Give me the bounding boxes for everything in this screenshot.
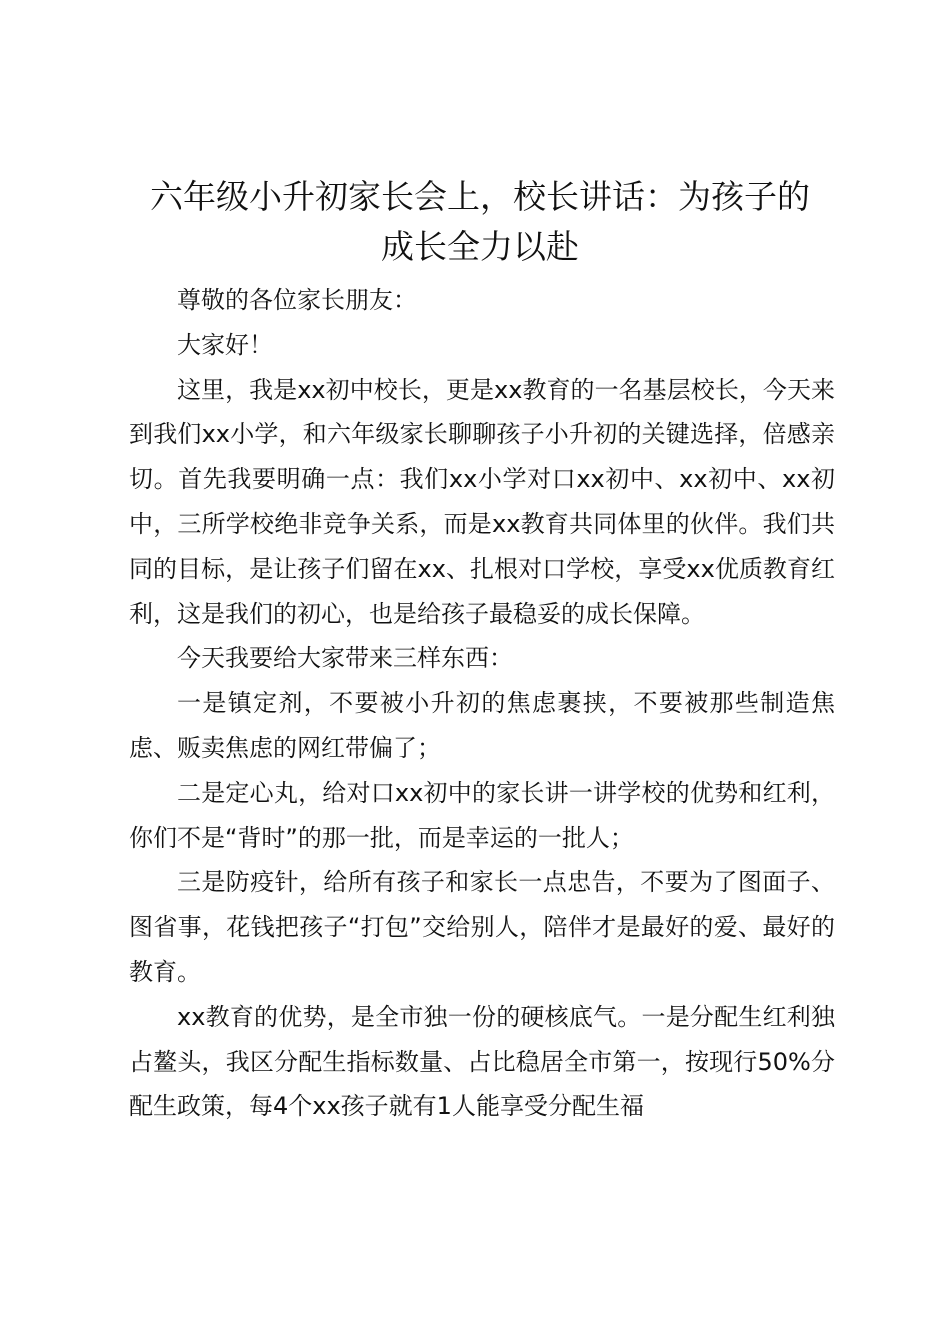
- first-point-paragraph: 一是镇定剂，不要被小升初的焦虑裹挟，不要被那些制造焦虑、贩卖焦虑的网红带偏了；: [129, 689, 835, 762]
- title-line-2: 成长全力以赴: [381, 227, 579, 266]
- document-body: [129, 278, 835, 1129]
- third-point-paragraph: 三是防疫针，给所有孩子和家长一点忠告，不要为了图面子、图省事，花钱把孩子“打包”交给别人，陪伴才是最好的爱、最好的教育。: [129, 868, 835, 986]
- document-title: [110, 172, 850, 272]
- title-line-1: 六年级小升初家长会上，校长讲话：为孩子的: [150, 177, 810, 216]
- salutation-paragraph: 尊敬的各位家长朋友：: [177, 286, 417, 314]
- three-things-paragraph: 今天我要给大家带来三样东西：: [177, 644, 513, 673]
- introduction-paragraph: 这里，我是xx初中校长，更是xx教育的一名基层校长，今天来到我们xx小学，和六年级家长聊聊孩子小升初的关键选择，倍感亲切。首先我要明确一点：我们xx小学对口xx初中、xx初中、xx初中，三所学校绝非竞争关系，而是xx教育共同体里的伙伴。我们共同的目标，是让孩子们留在xx、扎根对口学校，享受xx优质教育红利，这是我们的初心，也是给孩子最稳妥的成长保障。: [129, 375, 835, 628]
- advantages-paragraph: xx教育的优势，是全市独一份的硬核底气。一是分配生红利独占鳌头，我区分配生指标数量、占比稳居全市第一，按现行50%分配生政策，每4个xx孩子就有1人能享受分配生福: [129, 1002, 835, 1121]
- greeting-paragraph: 大家好！: [177, 330, 273, 359]
- second-point-paragraph: 二是定心丸，给对口xx初中的家长讲一讲学校的优势和红利，你们不是“背时”的那一批，而是幸运的一批人；: [129, 778, 835, 852]
